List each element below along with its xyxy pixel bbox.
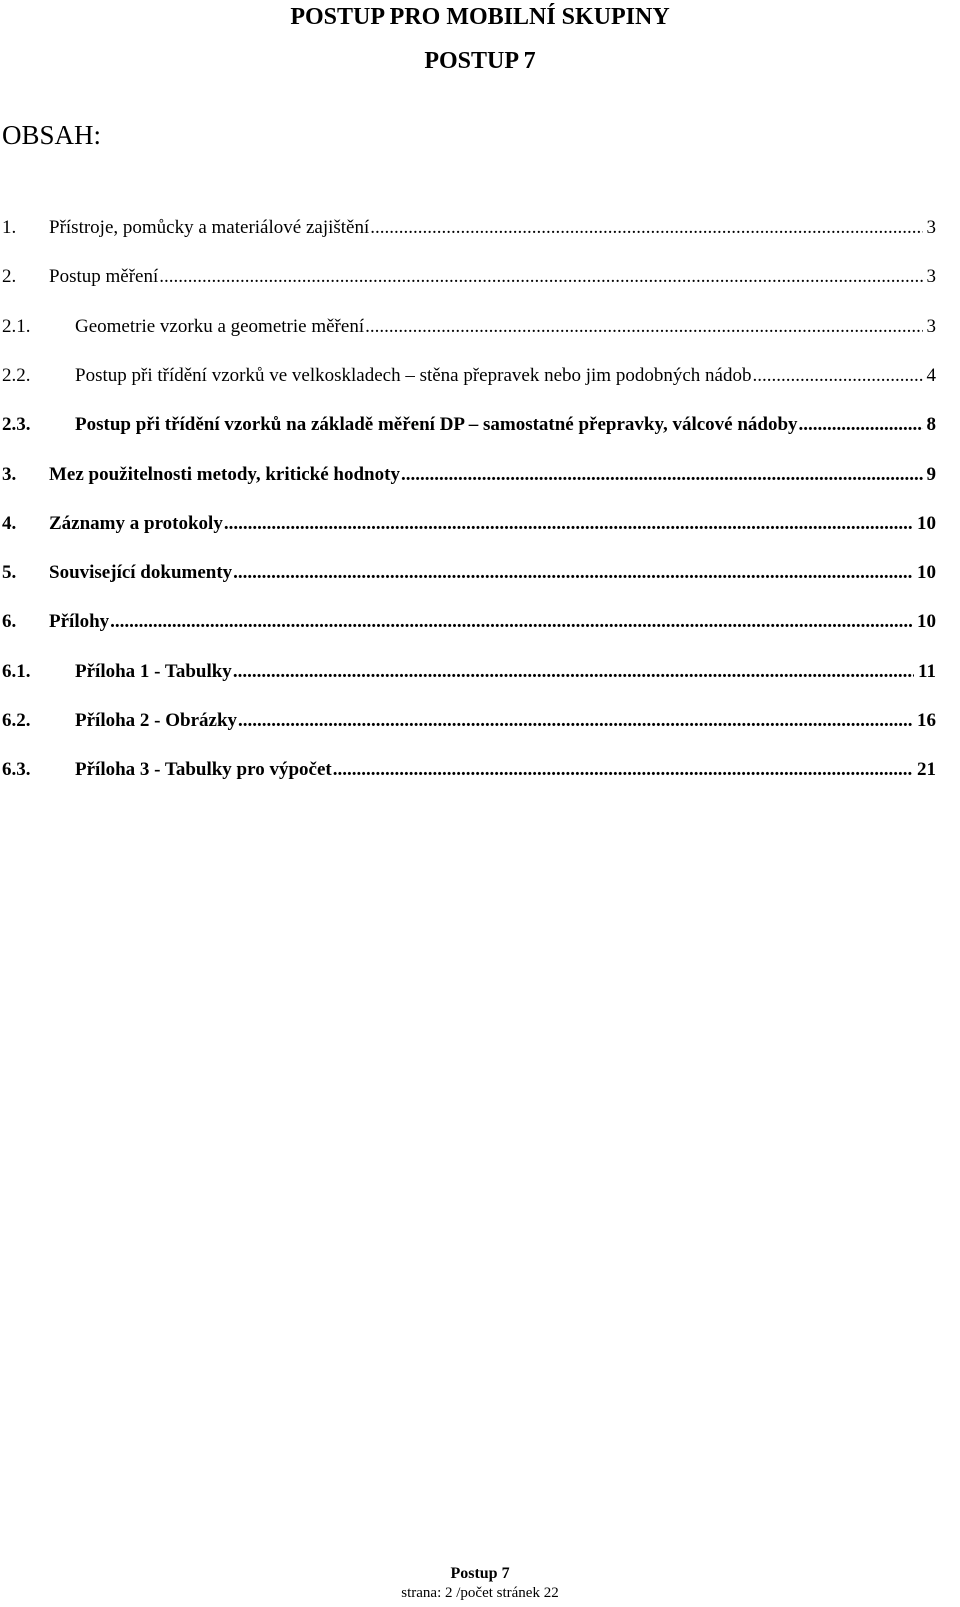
toc-dot-leader [333,758,913,782]
toc-entry[interactable] [2,709,936,733]
toc-entry-number: 3. [2,464,17,485]
toc-dot-leader [799,413,923,437]
toc-entry-title: Záznamy a protokoly [49,513,223,534]
toc-entry-number: 2.2. [2,365,31,386]
toc-entry-number: 5. [2,562,17,583]
toc-entry-page-number: 10 [917,562,936,583]
toc-entry[interactable] [2,610,936,634]
toc-entry[interactable] [2,561,936,585]
toc-entry[interactable] [2,265,936,289]
toc-entry-number: 6.2. [2,710,31,731]
toc-dot-leader [401,463,923,487]
toc-entry-number: 2.3. [2,414,31,435]
toc-dot-leader [233,660,914,684]
toc-entry-page-number: 21 [917,759,936,780]
footer-pagination: strana: 2 /počet stránek 22 [401,1585,559,1601]
toc-dot-leader [238,709,913,733]
toc-entry-title: Postup měření [49,266,159,287]
toc-entry-page-number: 11 [918,661,936,682]
toc-entry-title: Příloha 2 - Obrázky [75,710,238,731]
toc-entry[interactable] [2,364,936,388]
toc-entry[interactable] [2,413,936,437]
toc-entry-title: Geometrie vzorku a geometrie měření [75,316,365,337]
toc-entry-page-number: 8 [926,414,936,435]
toc-entry-page-number: 9 [926,464,936,485]
toc-entry-title: Příloha 3 - Tabulky pro výpočet [75,759,332,780]
toc-entry[interactable] [2,512,936,536]
contents-heading: OBSAH: [2,120,102,150]
toc-entry-number: 6. [2,611,17,632]
toc-dot-leader [365,315,922,339]
toc-entry-title: Mez použitelnosti metody, kritické hodnoty [49,464,400,485]
toc-entry-title: Související dokumenty [49,562,233,583]
document-title: POSTUP PRO MOBILNÍ SKUPINY [290,4,670,30]
toc-entry-title: Příloha 1 - Tabulky [75,661,232,682]
toc-entry[interactable] [2,758,936,782]
toc-entry-page-number: 4 [926,365,936,386]
toc-entry-title: Postup při třídění vzorků ve velkoskladech – stěna přepravek nebo jim podobných nádob [75,365,752,386]
toc-dot-leader [159,265,922,289]
toc-dot-leader [110,610,913,634]
toc-entry-page-number: 3 [926,316,936,337]
document-subtitle: POSTUP 7 [424,48,536,74]
toc-entry-title: Přílohy [49,611,110,632]
toc-entry-number: 6.3. [2,759,31,780]
toc-entry-number: 6.1. [2,661,31,682]
toc-entry[interactable] [2,315,936,339]
toc-entry-title: Přístroje, pomůcky a materiálové zajištění [49,217,370,238]
toc-dot-leader [233,561,913,585]
toc-entry-page-number: 3 [926,217,936,238]
toc-dot-leader [370,216,922,240]
toc-entry-page-number: 10 [917,611,936,632]
toc-entry-number: 2. [2,266,17,287]
toc-entry[interactable] [2,216,936,240]
toc-entry[interactable] [2,660,936,684]
toc-entry-number: 1. [2,217,17,238]
toc-entry-page-number: 10 [917,513,936,534]
toc-entry[interactable] [2,463,936,487]
toc-entry-number: 2.1. [2,316,31,337]
toc-entry-title: Postup při třídění vzorků na základě měření DP – samostatné přepravky, válcové nádoby [75,414,798,435]
toc-entry-page-number: 3 [926,266,936,287]
toc-entry-page-number: 16 [917,710,936,731]
footer-title: Postup 7 [450,1565,510,1582]
toc-entry-number: 4. [2,513,17,534]
toc-dot-leader [224,512,913,536]
toc-dot-leader [752,364,922,388]
